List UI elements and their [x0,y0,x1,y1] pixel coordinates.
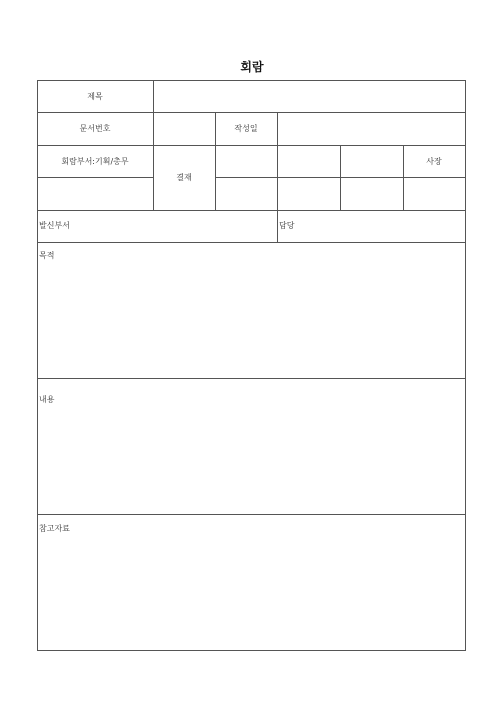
approval-label: 결재 [176,173,192,182]
in-charge-label: 담당 [279,221,295,230]
row-line-1 [37,112,466,113]
purpose-label: 목적 [39,251,55,260]
circulation-dept-label: 회람부서:기획/총무 [61,157,129,166]
border-top [37,80,466,81]
col-line-approval-4 [403,145,404,210]
sending-dept-label: 발신부서 [39,221,70,230]
row-line-5 [37,242,466,243]
border-right [465,80,466,651]
row-line-7 [37,514,466,515]
subject-label: 제목 [87,92,103,101]
reference-label: 참고자료 [39,524,70,533]
border-bottom [37,650,466,651]
content-label: 내용 [39,395,55,404]
document-title: 회람 [240,60,264,74]
col-line-date-value [277,112,278,243]
col-line-approval-3 [340,145,341,210]
row-line-4 [37,210,466,211]
row-line-2 [37,145,466,146]
row-line-6 [37,378,466,379]
col-line-label [153,80,154,210]
doc-number-label: 문서번호 [79,124,111,133]
row-line-3a [37,177,153,178]
president-label: 사장 [426,157,442,166]
created-date-label: 작성일 [234,124,258,133]
